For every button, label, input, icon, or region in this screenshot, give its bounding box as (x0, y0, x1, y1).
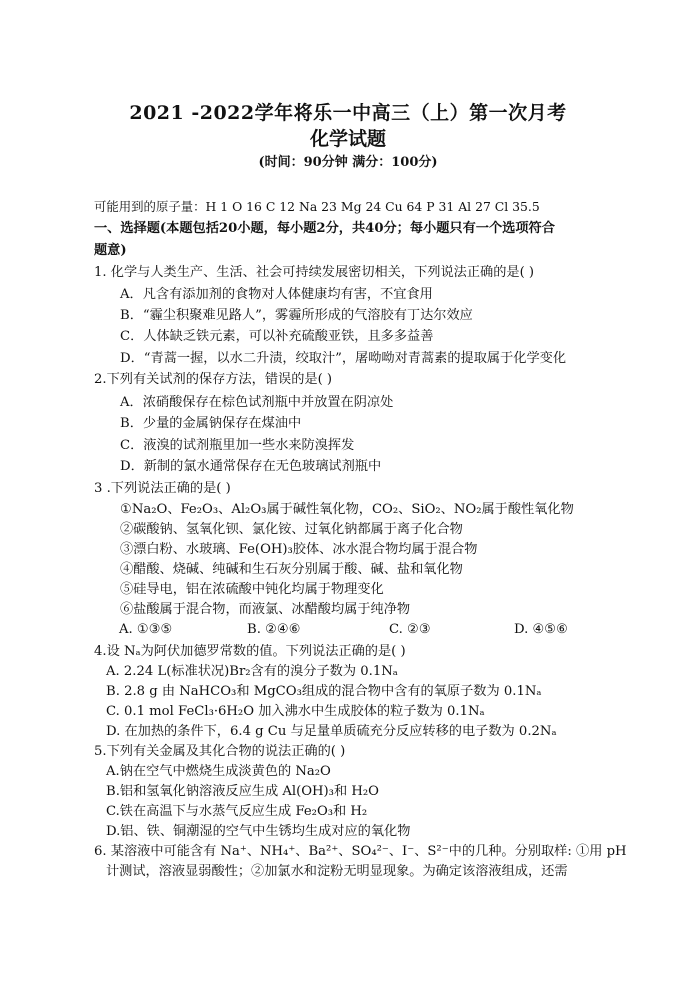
exam-title: 2021 -2022学年将乐一中高三（上）第一次月考 (129, 102, 567, 124)
question-3-option-d: D. ④⑤⑥ (514, 622, 568, 637)
question-1-option-c: C．人体缺乏铁元素，可以补充硫酸亚铁，且多多益善 (120, 329, 434, 344)
question-1-stem: 1. 化学与人类生产、生活、社会可持续发展密切相关，下列说法正确的是( ) (94, 265, 535, 280)
question-2-stem: 2.下列有关试剂的保存方法，错误的是( ) (94, 372, 333, 387)
section-heading: 一、选择题(本题包括20小题，每小题2分，共40分；每小题只有一个选项符合 (94, 221, 555, 236)
question-5-option-d: D.铝、铁、铜潮湿的空气中生锈均生成对应的氧化物 (106, 824, 411, 839)
question-2-option-a: A．浓硝酸保存在棕色试剂瓶中并放置在阴凉处 (120, 395, 394, 410)
question-3-option-a: A. ①③⑤ (119, 622, 173, 637)
question-6-stem-cont: 计测试，溶液显弱酸性；②加氯水和淀粉无明显现象。为确定该溶液组成，还需 (106, 864, 568, 879)
question-3-statement-1: ①Na₂O、Fe₂O₃、Al₂O₃属于碱性氧化物，CO₂、SiO₂、NO₂属于酸性氧化物 (120, 502, 574, 517)
question-1-option-b: B．“霾尘积聚难见路人”，雾霾所形成的气溶胶有丁达尔效应 (120, 308, 473, 323)
question-3-stem: 3 .下列说法正确的是( ) (94, 481, 231, 496)
question-3-statement-3: ③漂白粉、水玻璃、Fe(OH)₃胶体、冰水混合物均属于混合物 (120, 542, 478, 557)
question-2-option-b: B．少量的金属钠保存在煤油中 (120, 416, 302, 431)
exam-subject: 化学试题 (309, 128, 386, 150)
question-3-statement-6: ⑥盐酸属于混合物，而液氯、冰醋酸均属于纯净物 (120, 602, 411, 617)
question-3-option-b: B. ②④⑥ (247, 622, 301, 637)
question-5-option-a: A.钠在空气中燃烧生成淡黄色的 Na₂O (106, 764, 331, 779)
question-3-statement-4: ④醋酸、烧碱、纯碱和生石灰分别属于酸、碱、盐和氧化物 (120, 562, 463, 577)
atomic-masses: 可能用到的原子量：H 1 O 16 C 12 Na 23 Mg 24 Cu 64 P 31 Al 27 Cl 35.5 (94, 199, 540, 214)
question-2-option-d: D．新制的氯水通常保存在无色玻璃试剂瓶中 (120, 459, 382, 474)
question-2-option-c: C．液溴的试剂瓶里加一些水来防溴挥发 (120, 438, 355, 453)
question-3-statement-5: ⑤硅导电，铝在浓硫酸中钝化均属于物理变化 (120, 582, 384, 597)
exam-time-score: (时间：90分钟 满分：100分) (258, 155, 438, 170)
question-3-option-c: C. ②③ (389, 622, 431, 637)
question-4-option-a: A. 2.24 L(标准状况)Br₂含有的溴分子数为 0.1Nₐ (106, 664, 398, 679)
question-1-option-a: A．凡含有添加剂的食物对人体健康均有害，不宜食用 (120, 287, 433, 302)
question-3-statement-2: ②碳酸钠、氢氧化钡、氯化铵、过氧化钠都属于离子化合物 (120, 522, 463, 537)
question-4-option-b: B. 2.8 g 由 NaHCO₃和 MgCO₃组成的混合物中含有的氧原子数为 0.1Nₐ (106, 684, 542, 699)
question-1-option-d: D．“青蒿一握，以水二升渍，绞取汁”，屠呦呦对青蒿素的提取属于化学变化 (120, 351, 567, 366)
question-4-option-d: D. 在加热的条件下，6.4 g Cu 与足量单质硫充分反应转移的电子数为 0.2Nₐ (106, 724, 557, 739)
section-heading-cont: 题意) (94, 243, 127, 258)
question-6-stem: 6. 某溶液中可能含有 Na⁺、NH₄⁺、Ba²⁺、SO₄²⁻、I⁻、S²⁻中的几种。分别取样: ①用 pH (94, 844, 627, 859)
question-5-stem: 5.下列有关金属及其化合物的说法正确的( ) (94, 744, 346, 759)
question-5-option-c: C.铁在高温下与水蒸气反应生成 Fe₂O₃和 H₂ (106, 804, 368, 819)
question-4-option-c: C. 0.1 mol FeCl₃·6H₂O 加入沸水中生成胶体的粒子数为 0.1Nₐ (106, 704, 485, 719)
question-4-stem: 4.设 Nₐ为阿伏加德罗常数的值。下列说法正确的是( ) (94, 644, 406, 659)
question-5-option-b: B.铝和氢氧化钠溶液反应生成 Al(OH)₃和 H₂O (106, 784, 379, 799)
